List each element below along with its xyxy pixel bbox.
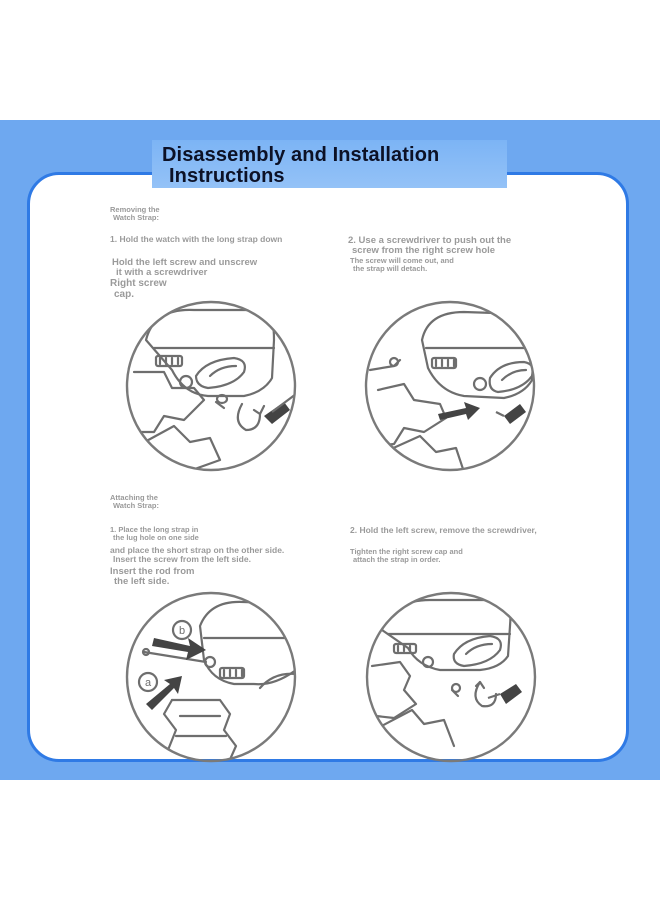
arrow-a	[146, 676, 182, 710]
diagram-circle	[127, 302, 295, 470]
strap-piece	[172, 700, 236, 764]
strap-link-lines	[176, 716, 226, 736]
attaching-step1-note: Insert the rod from the left side.	[110, 566, 195, 587]
screwdriver-tip	[264, 402, 290, 424]
screwdriver-shaft	[488, 694, 500, 698]
rotate-arrow	[238, 404, 260, 430]
button-housing	[196, 358, 245, 388]
screwdriver-tip	[504, 404, 526, 424]
watch-body	[146, 310, 274, 396]
strap-piece-left	[164, 700, 176, 750]
attaching-step1-detail: and place the short strap on the other side. Insert the screw from the left side.	[110, 545, 285, 564]
rotate-arrow	[475, 682, 496, 706]
rotate-arrow-head	[254, 406, 264, 414]
label-b: b	[178, 625, 186, 637]
button-line	[466, 644, 492, 654]
diagram-insert-rod	[124, 590, 298, 764]
screwdriver-tip	[500, 684, 522, 704]
screw-hole	[474, 378, 486, 390]
removing-step2-detail: The screw will come out, and the strap will detach.	[350, 256, 454, 273]
diagram-push-out-screw	[364, 300, 536, 472]
vent-lines	[436, 360, 454, 366]
diagram-unscrew-cap	[124, 300, 298, 472]
button-line	[502, 370, 526, 380]
diagram-tighten-cap	[364, 590, 538, 764]
screw-hole	[180, 376, 192, 388]
removing-step1: 1. Hold the watch with the long strap down	[110, 234, 283, 244]
title-line-1: Disassembly and Installation	[162, 144, 440, 166]
attaching-heading: Attaching the Watch Strap:	[110, 493, 159, 510]
attaching-step2: 2. Hold the left screw, remove the screwdriver,	[350, 525, 537, 535]
push-arrow	[438, 402, 480, 420]
removing-heading: Removing the Watch Strap:	[110, 205, 160, 222]
screwdriver-shaft	[496, 412, 504, 416]
removing-step2: 2. Use a screwdriver to push out the screw from the right screw hole	[348, 235, 512, 256]
vent-lines	[224, 670, 242, 676]
title-line-2: Instructions	[169, 165, 285, 187]
removing-step1-note: Right screw cap.	[110, 278, 167, 300]
attaching-step2-detail: Tighten the right screw cap and attach the strap in order.	[350, 547, 463, 564]
watch-body	[422, 312, 534, 398]
strap-segment	[380, 436, 464, 472]
label-a: a	[144, 677, 152, 689]
strap-outline	[372, 662, 416, 718]
button-line	[210, 366, 236, 376]
watch-body	[200, 602, 296, 684]
strap-outline	[132, 372, 204, 432]
button-housing	[454, 636, 501, 666]
strap-outline	[374, 384, 446, 446]
removing-step1-detail: Hold the left screw and unscrew it with a screwdriver	[112, 257, 258, 278]
attaching-step1: 1. Place the long strap in the lug hole on one side	[110, 525, 199, 542]
strap-segment	[374, 710, 454, 746]
page-title	[162, 145, 439, 187]
